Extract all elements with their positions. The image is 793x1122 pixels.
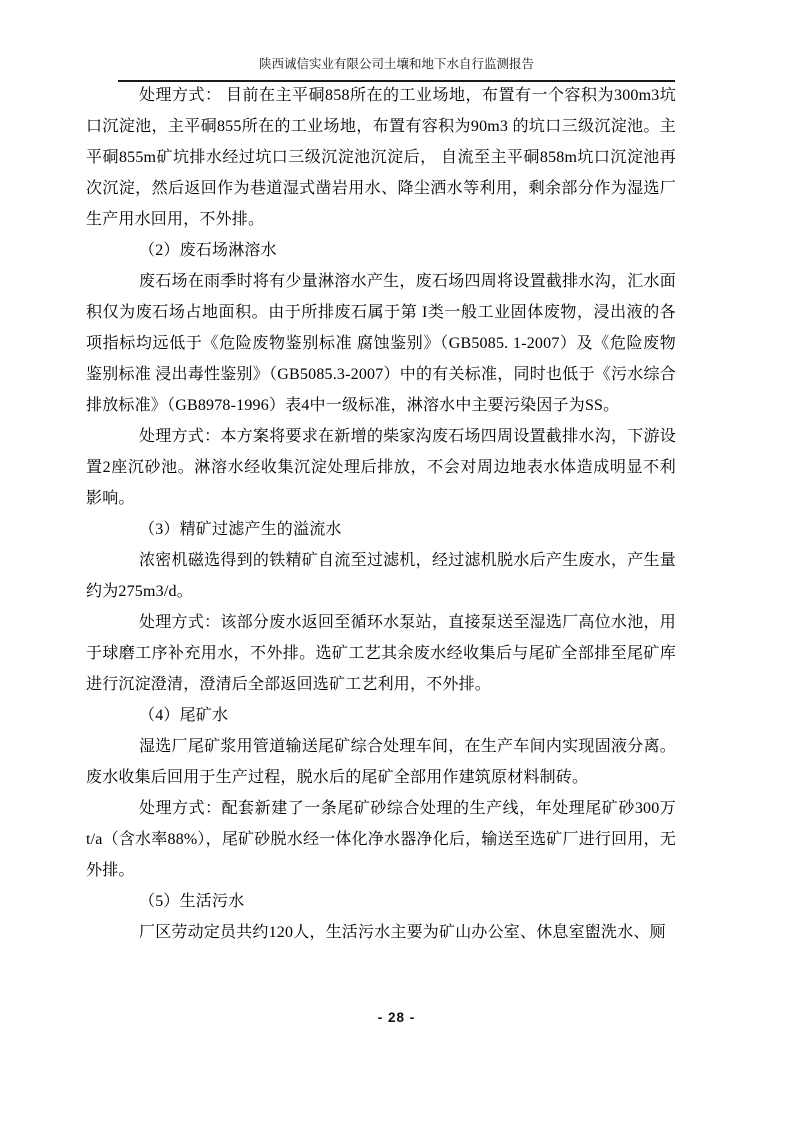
paragraph-treatment-method-1: 处理方式： 目前在主平硐858所在的工业场地，布置有一个容积为300m3坑口沉淀池，主平硐855所在的工业场地，布置有容积为90m3 的坑口三级沉淀池。主平硐855m矿坑排水经过坑口三级沉淀池沉淀后， 自流至主平硐858m坑口沉淀池再次沉淀，然后返回作为巷道湿式凿岩用水、降尘洒水等利用，剩余部分作为湿选厂生产用水回用，不外排。 — [86, 87, 676, 228]
paragraph-waste-rock-leachate: 废石场在雨季时将有少量淋溶水产生，废石场四周将设置截排水沟，汇水面积仅为废石场占地面积。由于所排废石属于第 I类一般工业固体废物，浸出液的各项指标均远低于《危险废物鉴别标准 腐蚀鉴别》（GB5085. 1-2007）及《危险废物鉴别标准 浸出毒性鉴别》（GB5085.3-2007）中的有关标准，同时也低于《污水综合排放标准》（GB8978-1996）表4中一级标准，淋溶水中主要污染因子为SS。 — [86, 273, 676, 414]
section-heading-3-concentrate-overflow: （3）精矿过滤产生的溢流水 — [139, 521, 342, 538]
paragraph-concentrate-overflow: 浓密机磁选得到的铁精矿自流至过滤机，经过滤机脱水后产生废水，产生量约为275m3/d。 — [86, 552, 676, 600]
document-body — [86, 80, 676, 948]
paragraph-domestic-sewage: 厂区劳动定员共约120人，生活污水主要为矿山办公室、休息室盥洗水、厕 — [139, 924, 666, 941]
section-heading-2-waste-rock-leachate: （2）废石场淋溶水 — [139, 242, 277, 259]
paragraph-treatment-method-3: 处理方式：该部分废水返回至循环水泵站，直接泵送至湿选厂高位水池，用于球磨工序补充用水，不外排。选矿工艺其余废水经收集后与尾矿全部排至尾矿库进行沉淀澄清，澄清后全部返回选矿工艺利用，不外排。 — [86, 614, 676, 693]
header-title: 陕西诚信实业有限公司土壤和地下水自行监测报告 — [258, 57, 534, 71]
paragraph-treatment-method-2: 处理方式：本方案将要求在新增的柴家沟废石场四周设置截排水沟，下游设置2座沉砂池。淋溶水经收集沉淀处理后排放，不会对周边地表水体造成明显不利影响。 — [86, 428, 676, 507]
page-header — [0, 56, 793, 72]
section-heading-4-tailings-water: （4）尾矿水 — [139, 707, 229, 724]
paragraph-tailings-water: 湿选厂尾矿浆用管道输送尾矿综合处理车间，在生产车间内实现固液分离。废水收集后回用于生产过程，脱水后的尾矿全部用作建筑原材料制砖。 — [86, 738, 676, 786]
paragraph-treatment-method-4: 处理方式：配套新建了一条尾矿砂综合处理的生产线，年处理尾矿砂300万t/a（含水率88%），尾矿砂脱水经一体化净水器净化后，输送至选矿厂进行回用，无外排。 — [86, 800, 676, 879]
page-number: - 28 - — [377, 1010, 416, 1025]
section-heading-5-domestic-sewage: （5）生活污水 — [139, 893, 245, 910]
